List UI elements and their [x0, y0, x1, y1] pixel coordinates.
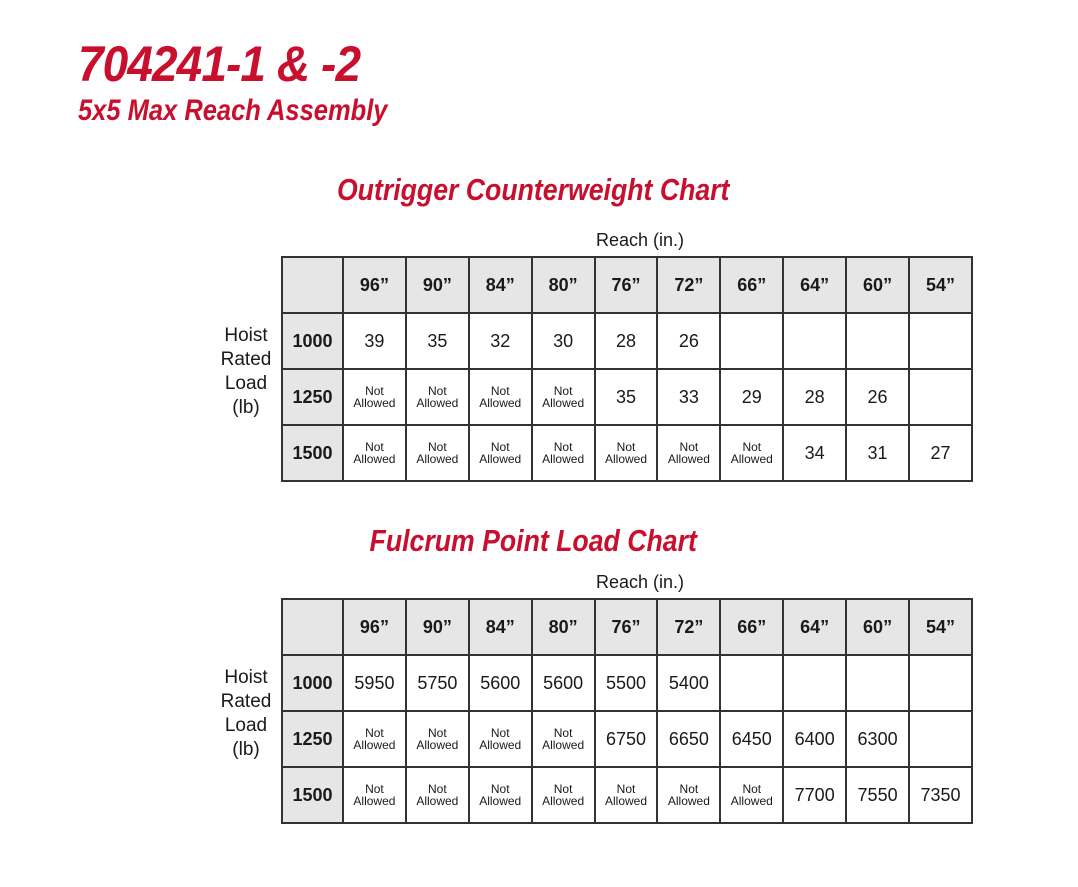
not-allowed-cell — [343, 767, 406, 823]
not-allowed-text: Allowed — [353, 794, 396, 808]
empty-cell — [720, 313, 783, 369]
value-cell: 35 — [595, 369, 658, 425]
not-allowed-text: Not — [365, 726, 384, 740]
reach-column-header: 96” — [343, 599, 406, 655]
reach-column-header: 96” — [343, 257, 406, 313]
not-allowed-text: Allowed — [353, 738, 396, 752]
not-allowed-text: Not — [490, 726, 510, 740]
reach-column-header: 66” — [720, 599, 783, 655]
not-allowed-cell — [469, 711, 532, 767]
corner-cell — [282, 257, 343, 313]
reach-column-header: 84” — [469, 599, 532, 655]
outrigger-counterweight-table — [281, 256, 973, 482]
row-axis-line: Load — [224, 715, 268, 736]
value-cell: 31 — [846, 425, 909, 481]
reach-column-header: 60” — [846, 599, 909, 655]
not-allowed-cell — [720, 425, 783, 481]
not-allowed-text: Allowed — [542, 396, 585, 410]
value-cell: 28 — [783, 369, 846, 425]
fulcrum-reach-label: Reach (in.) — [595, 572, 685, 592]
reach-column-header: 72” — [657, 599, 720, 655]
value-cell: 28 — [595, 313, 658, 369]
empty-cell — [846, 655, 909, 711]
value-cell: 39 — [343, 313, 406, 369]
fulcrum-chart-title: Fulcrum Point Load Chart — [369, 523, 697, 558]
not-allowed-cell — [469, 425, 532, 481]
reach-column-header: 64” — [783, 599, 846, 655]
not-allowed-cell — [406, 369, 469, 425]
header-row — [282, 257, 972, 313]
value-cell: 34 — [783, 425, 846, 481]
not-allowed-text: Allowed — [416, 738, 459, 752]
value-cell: 30 — [532, 313, 595, 369]
header-row — [282, 599, 972, 655]
value-cell: 26 — [846, 369, 909, 425]
not-allowed-text: Allowed — [479, 452, 522, 466]
table-row — [282, 767, 972, 823]
row-axis-line: (lb) — [232, 739, 260, 760]
reach-column-header: 54” — [909, 599, 972, 655]
table-row — [282, 313, 972, 369]
reach-column-header: 64” — [783, 257, 846, 313]
load-row-header: 1500 — [282, 767, 343, 823]
page-title: 704241-1 & -2 — [78, 36, 361, 92]
value-cell: 5600 — [532, 655, 595, 711]
not-allowed-cell — [406, 425, 469, 481]
not-allowed-cell — [469, 767, 532, 823]
load-row-header: 1250 — [282, 711, 343, 767]
not-allowed-text: Allowed — [353, 452, 396, 466]
not-allowed-text: Not — [679, 782, 699, 796]
not-allowed-text: Allowed — [730, 794, 773, 808]
not-allowed-text: Not — [427, 726, 447, 740]
value-cell: 6450 — [720, 711, 783, 767]
not-allowed-cell — [532, 425, 595, 481]
value-cell: 5500 — [595, 655, 658, 711]
not-allowed-text: Allowed — [542, 738, 585, 752]
not-allowed-text: Allowed — [604, 794, 648, 808]
reach-column-header: 66” — [720, 257, 783, 313]
not-allowed-cell — [343, 369, 406, 425]
not-allowed-text: Allowed — [667, 452, 710, 466]
row-axis-line: (lb) — [232, 397, 260, 418]
not-allowed-cell — [595, 767, 658, 823]
load-row-header: 1500 — [282, 425, 343, 481]
not-allowed-cell — [657, 425, 720, 481]
value-cell: 5400 — [657, 655, 720, 711]
not-allowed-text: Allowed — [353, 396, 396, 410]
reach-column-header: 90” — [406, 599, 469, 655]
value-cell: 5750 — [406, 655, 469, 711]
not-allowed-text: Not — [742, 440, 762, 454]
not-allowed-text: Not — [616, 782, 636, 796]
not-allowed-cell — [532, 767, 595, 823]
not-allowed-cell — [406, 767, 469, 823]
reach-column-header: 80” — [532, 599, 595, 655]
not-allowed-text: Allowed — [667, 794, 710, 808]
not-allowed-cell — [343, 711, 406, 767]
not-allowed-cell — [343, 425, 406, 481]
not-allowed-text: Allowed — [542, 794, 585, 808]
not-allowed-text: Allowed — [416, 794, 459, 808]
not-allowed-cell — [657, 767, 720, 823]
outrigger-row-axis-label — [210, 324, 282, 420]
not-allowed-text: Not — [553, 384, 573, 398]
table-row — [282, 369, 972, 425]
not-allowed-text: Not — [365, 384, 384, 398]
not-allowed-text: Allowed — [479, 396, 522, 410]
empty-cell — [783, 313, 846, 369]
not-allowed-text: Not — [490, 440, 510, 454]
empty-cell — [783, 655, 846, 711]
not-allowed-text: Not — [553, 782, 573, 796]
not-allowed-cell — [720, 767, 783, 823]
reach-column-header: 60” — [846, 257, 909, 313]
empty-cell — [909, 313, 972, 369]
not-allowed-text: Not — [742, 782, 762, 796]
not-allowed-text: Not — [490, 782, 510, 796]
row-axis-line: Hoist — [224, 667, 268, 688]
empty-cell — [720, 655, 783, 711]
value-cell: 6300 — [846, 711, 909, 767]
not-allowed-text: Not — [427, 440, 447, 454]
reach-column-header: 54” — [909, 257, 972, 313]
load-row-header: 1000 — [282, 313, 343, 369]
not-allowed-cell — [595, 425, 658, 481]
not-allowed-text: Not — [427, 782, 447, 796]
value-cell: 35 — [406, 313, 469, 369]
not-allowed-text: Allowed — [416, 396, 459, 410]
row-axis-line: Load — [224, 373, 268, 394]
not-allowed-text: Allowed — [416, 452, 459, 466]
row-axis-line: Rated — [220, 691, 272, 712]
value-cell: 7700 — [783, 767, 846, 823]
load-row-header: 1000 — [282, 655, 343, 711]
row-axis-line: Rated — [220, 349, 272, 370]
page-subtitle: 5x5 Max Reach Assembly — [78, 94, 388, 127]
not-allowed-text: Allowed — [730, 452, 773, 466]
not-allowed-text: Not — [679, 440, 699, 454]
value-cell: 5950 — [343, 655, 406, 711]
reach-column-header: 84” — [469, 257, 532, 313]
value-cell: 27 — [909, 425, 972, 481]
fulcrum-row-axis-label — [210, 666, 282, 762]
not-allowed-cell — [532, 711, 595, 767]
value-cell: 33 — [657, 369, 720, 425]
value-cell: 7350 — [909, 767, 972, 823]
reach-column-header: 72” — [657, 257, 720, 313]
not-allowed-text: Not — [427, 384, 447, 398]
value-cell: 6400 — [783, 711, 846, 767]
not-allowed-text: Allowed — [604, 452, 648, 466]
empty-cell — [909, 655, 972, 711]
value-cell: 5600 — [469, 655, 532, 711]
not-allowed-text: Allowed — [479, 738, 522, 752]
row-axis-line: Hoist — [224, 325, 268, 346]
value-cell: 32 — [469, 313, 532, 369]
table-row — [282, 425, 972, 481]
empty-cell — [846, 313, 909, 369]
load-row-header: 1250 — [282, 369, 343, 425]
not-allowed-cell — [406, 711, 469, 767]
reach-column-header: 80” — [532, 257, 595, 313]
not-allowed-cell — [532, 369, 595, 425]
reach-column-header: 76” — [595, 599, 658, 655]
value-cell: 26 — [657, 313, 720, 369]
outrigger-chart-title: Outrigger Counterweight Chart — [336, 172, 730, 207]
empty-cell — [909, 369, 972, 425]
not-allowed-text: Allowed — [479, 794, 522, 808]
not-allowed-text: Allowed — [542, 452, 585, 466]
empty-cell — [909, 711, 972, 767]
reach-column-header: 90” — [406, 257, 469, 313]
reach-column-header: 76” — [595, 257, 658, 313]
not-allowed-text: Not — [553, 440, 573, 454]
value-cell: 6750 — [595, 711, 658, 767]
not-allowed-text: Not — [490, 384, 510, 398]
value-cell: 6650 — [657, 711, 720, 767]
not-allowed-text: Not — [553, 726, 573, 740]
not-allowed-cell — [469, 369, 532, 425]
corner-cell — [282, 599, 343, 655]
not-allowed-text: Not — [365, 782, 384, 796]
outrigger-reach-label: Reach (in.) — [595, 230, 685, 250]
not-allowed-text: Not — [616, 440, 636, 454]
fulcrum-point-load-table — [281, 598, 973, 824]
table-row — [282, 655, 972, 711]
table-row — [282, 711, 972, 767]
value-cell: 7550 — [846, 767, 909, 823]
value-cell: 29 — [720, 369, 783, 425]
not-allowed-text: Not — [365, 440, 384, 454]
